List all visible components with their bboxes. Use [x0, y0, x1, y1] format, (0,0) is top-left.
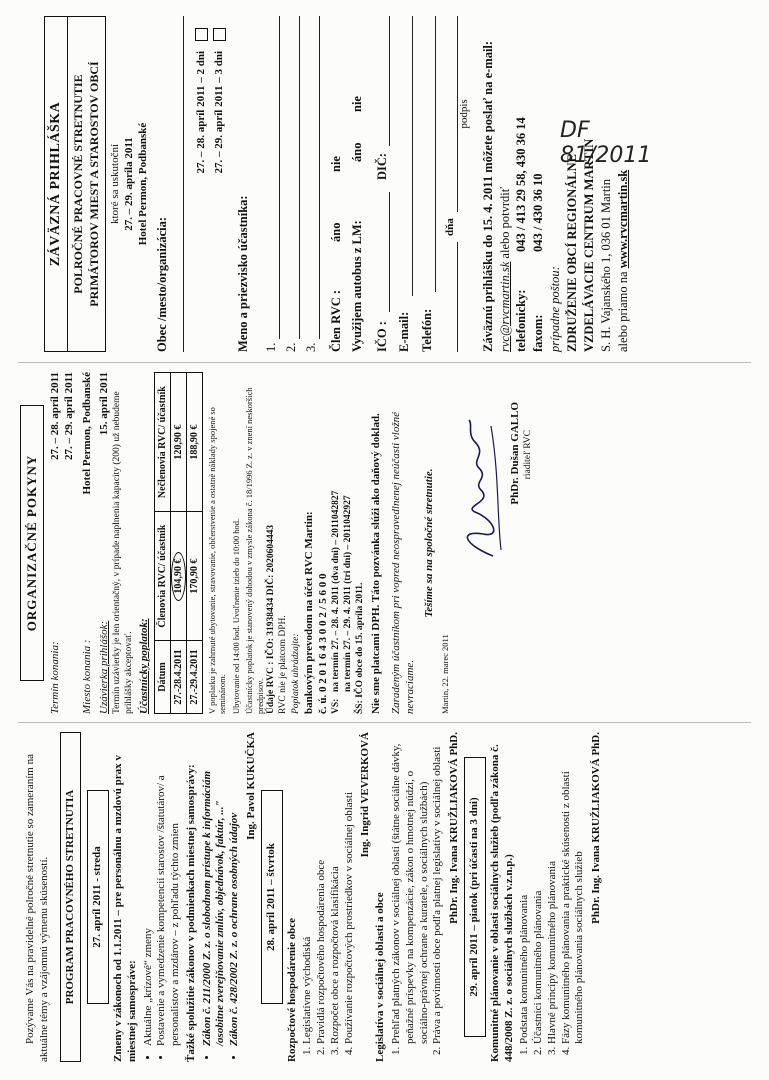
term-value-1: 27. – 28. apríl 2011 — [49, 372, 61, 461]
fee-note-3: Účastnícky poplatok je stanovený dohodou v zmysle zákona č. 18/1996 Z. z. v znení neskorších predpisov. — [244, 387, 265, 714]
phone-row — [419, 16, 436, 352]
table-row — [186, 373, 202, 714]
day3-title: 29. apríl 2011 – piatok (pri účasti na 3 dni) — [464, 757, 486, 1038]
rvc-vat: RVC nie je platcom DPH. — [277, 615, 288, 714]
term-value-2: 27. – 29. apríl 2011 — [62, 372, 75, 461]
name-label: Meno a priezvisko účastníka: — [235, 195, 250, 352]
day1-list2 — [201, 732, 242, 1062]
signature-scribble — [453, 414, 509, 564]
option-2-days-label: 27. – 28. apríl 2011 – 2 dni — [195, 51, 208, 174]
list-item: 4. Fázy komunitného plánovania a praktické skúsenosti z oblasti komunitného plánovania sociálnych služieb — [560, 732, 588, 1044]
handwritten-file-number: DF 81/2011 — [560, 118, 652, 168]
name-line-3[interactable] — [300, 16, 320, 352]
member-yes[interactable]: áno — [328, 222, 343, 242]
date-sign-row — [444, 16, 458, 352]
registration-column — [14, 16, 755, 352]
day3-list — [518, 732, 587, 1062]
term-row — [49, 372, 77, 714]
vs-value-2: na termín 27. – 29. 4. 2011 (tri dni) – 2011042927 — [342, 495, 353, 692]
event-line-1: POLROČNÉ PRACOVNÉ STRETNUTIE — [71, 74, 85, 294]
dic-label: DIČ: — [374, 152, 389, 180]
phone-input-line[interactable] — [419, 16, 436, 292]
event-line-3: ktoré sa uskutoční — [109, 143, 122, 225]
phone-contact-value: 043 / 413 29 58, 430 36 14 — [514, 117, 529, 252]
vat-note: Nie sme platcami DPH. Táto pozvánka slúži ako daňový doklad. — [370, 413, 383, 714]
day1-lead: Zmeny v zákonoch od 1.1.2011 – pre personálnu a mzdovú prax v miestnej samospráve: — [112, 755, 138, 1062]
sign-label: podpis — [457, 99, 470, 129]
list-item: 2. Pravidlá rozpočtového hospodárenia obce — [315, 732, 329, 1044]
day2-lead2: Legislatíva v sociálnej oblasti a obce — [374, 892, 387, 1062]
form-header-box — [44, 16, 106, 352]
list-item: 2. Účastníci komunitného plánovania — [532, 732, 546, 1044]
day2-list2 — [390, 732, 445, 1062]
event-line-2: PRIMÁTOROV MIEST A STAROSTOV OBCÍ — [86, 61, 101, 307]
handwritten-circle: 104,90 € — [171, 552, 186, 601]
name-line-1[interactable] — [260, 16, 280, 352]
option-2-days-checkbox[interactable] — [195, 28, 208, 41]
program-column — [14, 732, 755, 1062]
member-row — [328, 16, 345, 352]
table-cell: 188,90 € — [186, 373, 202, 512]
fee-label: Účastnícky poplatok: — [137, 618, 150, 714]
deadline-label: Uzávierka prihlášok: — [98, 620, 111, 714]
vs-values — [331, 491, 355, 692]
vs-label: VS: — [330, 698, 341, 714]
list-item: • Zákon č. 428/2002 Z. z. o ochrane osobných údajov — [228, 732, 242, 1046]
term-label: Termín konania: — [49, 641, 61, 714]
post-label: prípadne poštou: — [548, 266, 563, 352]
option-3-days-label: 27. – 29. apríl 2011 – 3 dni — [213, 51, 226, 174]
list-item: 3. Hlavné princípy komunitného plánovania — [546, 732, 560, 1044]
send-instructions — [480, 16, 514, 352]
option-2-days[interactable] — [195, 28, 209, 352]
ico-row — [374, 16, 391, 352]
day2-lead: Rozpočtové hospodárenie obce — [285, 917, 298, 1062]
list-item: 1. Podstata komunitného plánovania — [518, 732, 532, 1044]
phone-label: Telefón: — [420, 308, 435, 352]
refund-note: Zaradeným účastníkom pri vopred neospravedlnenej neúčasti vložné nevraciame. — [390, 411, 416, 714]
phone-contact-row — [513, 16, 530, 352]
vs-value-1: na termín 27. – 28. 4. 2011 (dva dni) – 2011042827 — [330, 490, 341, 692]
bus-no[interactable]: nie — [349, 96, 364, 112]
web-text: alebo priamo na — [615, 271, 630, 352]
deadline-note: Termín uzávierky je len orientačný, v prípade naplnenia kapacity (200) už nebudeme prihlášky akceptovať. — [112, 391, 134, 714]
account-number: č. ú. 0 2 0 1 6 4 3 0 0 2 / 5 6 0 0 — [317, 573, 329, 714]
member-label: Člen RVC : — [328, 289, 343, 352]
ico-input-line[interactable] — [374, 192, 391, 312]
payment-lead: bankovým prevodom na účet RVC Martin: — [303, 511, 316, 714]
email-row — [396, 16, 413, 352]
day1-speaker: Ing. Pavol KUKUČKA — [244, 732, 257, 840]
email-label: E-mail: — [397, 311, 412, 352]
director-role: riaditeľ RVC — [522, 430, 533, 480]
deadline-value: 15. apríl 2011 — [98, 372, 111, 436]
date-input-line[interactable] — [457, 242, 458, 352]
day3-lead: Komunitné plánovanie v oblasti sociálnych služieb (podľa zákona č. 448/2008 Z. z. o sociálnych službách v.z.n.p.) — [488, 744, 515, 1062]
event-line-5: Hotel Permon, Podbanské — [136, 122, 149, 246]
bus-row — [349, 16, 366, 352]
table-header-cell: Dátum — [154, 641, 170, 714]
name-input-line[interactable] — [299, 16, 300, 339]
line-number: 2. — [283, 342, 298, 352]
ss-note: ŠS: IČO obce do 15. apríla 2011. — [354, 582, 365, 714]
fax-row — [530, 16, 547, 352]
send-email[interactable]: rvc@rvcmartin.sk — [497, 261, 512, 352]
table-header-cell: Členovia RVC/ účastník — [154, 512, 170, 641]
rvc-ids: Údaje RVC : IČO: 31938434 DIČ: 2020604443 — [265, 524, 276, 714]
list-item: • Postavenie a vymedzenie kompetencií starostov /štatutárov/ a personalistov a mzdárov – z pohľadu týchto zmien — [155, 732, 183, 1046]
day1-list — [142, 732, 183, 1062]
place-value: Hotel Permon, Podbanské — [80, 372, 93, 495]
list-item: 3. Rozpočet obce a rozpočtová klasifikácia — [329, 732, 343, 1044]
day2-title: 28. apríl 2011 – štvrtok — [261, 790, 283, 1005]
org-name-2: VZDELÁVACIE CENTRUM MARTIN — [581, 138, 596, 352]
vs-row — [331, 372, 355, 714]
fax-label: faxom: — [531, 314, 546, 352]
send-text-1: Záväznú prihlášku do 15. 4. 2011 môžete poslať na e-mail: — [480, 40, 495, 352]
organization-column — [14, 372, 755, 714]
day2-speaker2: PhDr. Ing. Ivana KRUŽLIAKOVÁ PhD. — [448, 732, 460, 924]
org-title: ORGANIZAČNÉ POKYNY — [20, 405, 44, 682]
list-item: 2. Práva a povinnosti obce podľa platnej legislatívy v sociálnej oblasti — [431, 732, 445, 1044]
column-divider — [18, 362, 751, 363]
member-no[interactable]: nie — [328, 156, 343, 172]
table-header-cell: Nečlenovia RVC/ účastník — [154, 373, 170, 512]
list-item: 1. Legislatívne východiská — [301, 732, 315, 1044]
org-name-1: ZDRUŽENIE OBCÍ REGIONÁLNE — [565, 154, 579, 352]
option-3-days[interactable] — [213, 28, 227, 352]
day2-list — [301, 732, 356, 1062]
web-row — [615, 16, 632, 352]
day1-title: 27. apríl 2011 - streda — [87, 790, 109, 1005]
name-lines — [260, 16, 320, 352]
list-item: 4. Používanie rozpočtových prostriedkov v sociálnej oblasti — [343, 732, 357, 1044]
date-label: dňa — [444, 218, 457, 236]
intro-text: Pozývame Vás na pravidelné polročné stretnutie so zameraním na aktuálne témy a vzájomnú výmenu skúseností. — [24, 754, 50, 1062]
web-link[interactable]: www.rvcmartin.sk — [615, 169, 630, 269]
line-number: 3. — [303, 342, 318, 352]
bus-label: Využijem autobus z LM: — [349, 220, 364, 352]
list-item: • Zákon č. 211/2000 Z. z. o slobodnom prístupe k informáciám /osobitne zverejňovanie zmlúv, objednávok, faktúr, ..." — [201, 732, 229, 1046]
org-label: Obec /mesto/organizácia: — [155, 216, 170, 352]
table-row — [170, 373, 186, 714]
event-line-4: 27. – 29. apríla 2011 — [122, 137, 135, 231]
line-number: 1. — [263, 342, 278, 352]
place-label: Miesto konania : — [80, 639, 93, 714]
name-input-line[interactable] — [279, 16, 280, 339]
name-input-line[interactable] — [319, 16, 320, 339]
list-item: • Aktuálne „krízové“ zmeny — [142, 732, 156, 1046]
name-line-2[interactable] — [280, 16, 300, 352]
table-header-row — [154, 373, 170, 714]
org-address: S. H. Vajanského 1, 036 01 Martin — [598, 178, 613, 352]
option-3-days-checkbox[interactable] — [213, 28, 226, 41]
director-name: PhDr. Dušan GALLO — [509, 402, 521, 505]
email-input-line[interactable] — [396, 16, 413, 296]
org-input-line[interactable] — [175, 16, 184, 352]
form-title: ZÁVÄZNÁ PRIHLÁŠKA — [45, 17, 68, 351]
fee-table — [154, 372, 203, 714]
table-cell: 27.-28.4.2011 — [170, 641, 186, 714]
dic-input-line[interactable] — [374, 16, 391, 146]
place-row — [81, 372, 95, 714]
fee-note-1: V poplatku je zahrnuté ubytovanie, stravovanie, občerstvenie a ostatné náklady spojené so seminárom. — [206, 407, 228, 714]
table-cell-circled — [170, 512, 186, 641]
day3-speaker: PhDr. Ing. Ivana KRUŽLIAKOVÁ PhD. — [590, 732, 602, 924]
table-cell: 170,90 € — [186, 512, 202, 641]
table-cell: 27.-29.4.2011 — [186, 641, 202, 714]
date-place: Martin, 22. marec 2011 — [440, 634, 451, 714]
fee-note-2: Ubytovanie od 14:00 hod. Uvoľnenie izieb do 10:00 hod. — [230, 518, 241, 714]
day1-lead2: Ťažké spolužitie zákonov v podmienkach miestnej samosprávy: — [184, 764, 197, 1062]
fax-value: 043 / 430 36 10 — [531, 173, 546, 252]
column-divider — [18, 722, 751, 723]
send-text-2: alebo potvrdiť — [497, 186, 512, 259]
day2-speaker1: Ing. Ingrid VEVERKOVÁ — [359, 732, 372, 858]
deadline-row — [98, 372, 112, 714]
greeting: Tešíme sa na spoločné stretnutie. — [422, 468, 435, 618]
table-cell: 120,90 € — [170, 373, 186, 512]
ico-label: IČO : — [374, 321, 389, 352]
phone-contact-label: telefonicky: — [514, 289, 529, 352]
program-title: PROGRAM PRACOVNÉHO STRETNUTIA — [60, 732, 82, 1062]
bus-yes[interactable]: áno — [349, 142, 364, 162]
term-values — [49, 372, 77, 460]
form-event — [68, 17, 105, 351]
payment-label: Poplatok uhrádzajte: — [291, 633, 302, 714]
list-item: 1. Prehľad platných zákonov v sociálnej oblasti (štátne sociálne dávky, peňažné príspevky na kompenzácie, zákon o hmotnej núdzi, o sociálno-právnej ochrane a kuratele, o sociálnych službách) — [390, 732, 431, 1044]
